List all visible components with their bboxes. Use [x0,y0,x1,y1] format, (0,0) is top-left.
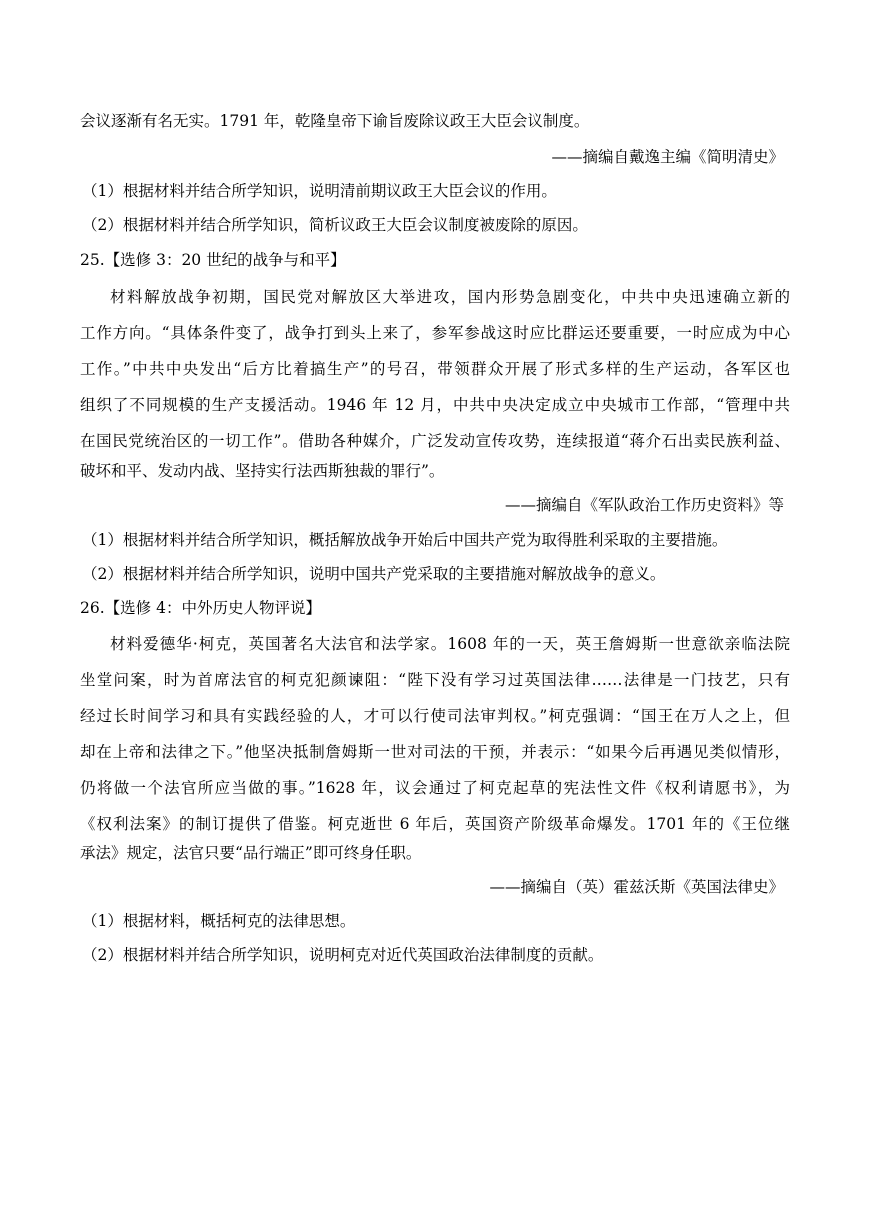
q26-subquestion-2: （2）根据材料并结合所学知识，说明柯克对近代英国政治法律制度的贡献。 [82,946,604,964]
q25-material-line: 在国民党统治区的一切工作”。借助各种媒介，广泛发动宣传攻势，连续报道“蒋介石出卖民族利益、 [80,432,790,450]
q24-source: ——摘编自戴逸主编《简明清史》 [551,148,784,166]
q26-material-line: 材料爱德华·柯克，英国著名大法官和法学家。1608 年的一天，英王詹姆斯一世意欲亲临法院 [110,635,790,653]
q26-material-line: 坐堂问案，时为首席法官的柯克犯颜谏阻：“陛下没有学习过英国法律……法律是一门技艺，只有 [80,671,790,689]
q25-heading: 25.【选修 3：20 世纪的战争与和平】 [80,251,346,269]
q24-material-tail: 会议逐渐有名无实。1791 年，乾隆皇帝下谕旨废除议政王大臣会议制度。 [80,112,590,130]
q26-material-line: 承法》规定，法官只要“品行端正”即可终身任职。 [80,844,422,862]
q26-material-line: 却在上帝和法律之下。”他坚决抵制詹姆斯一世对司法的干预，并表示：“如果今后再遇见类似情形， [80,743,790,761]
q25-material-line: 材料解放战争初期，国民党对解放区大举进攻，国内形势急剧变化，中共中央迅速确立新的 [110,288,790,306]
q26-heading: 26.【选修 4：中外历史人物评说】 [80,599,321,617]
q26-material-line: 仍将做一个法官所应当做的事。”1628 年，议会通过了柯克起草的宪法性文件《权利请愿书》，为 [80,779,790,797]
q24-subquestion-1: （1）根据材料并结合所学知识，说明清前期议政王大臣会议的作用。 [82,182,557,200]
q24-subquestion-2: （2）根据材料并结合所学知识，简析议政王大臣会议制度被废除的原因。 [82,216,588,234]
q25-subquestion-2: （2）根据材料并结合所学知识，说明中国共产党采取的主要措施对解放战争的意义。 [82,565,666,583]
q26-subquestion-1: （1）根据材料，概括柯克的法律思想。 [82,912,356,930]
q25-source: ——摘编自《军队政治工作历史资料》等 [504,496,784,514]
q26-source: ——摘编自（英）霍兹沃斯《英国法律史》 [489,878,784,896]
q25-subquestion-1: （1）根据材料并结合所学知识，概括解放战争开始后中国共产党为取得胜利采取的主要措施。 [82,531,728,549]
q26-material-line: 经过长时间学习和具有实践经验的人，才可以行使司法审判权。”柯克强调：“国王在万人之上，但 [80,707,790,725]
q25-material-line: 工作。”中共中央发出“后方比着搞生产”的号召，带领群众开展了形式多样的生产运动，各军区也 [80,360,790,378]
q26-material-line: 《权利法案》的制订提供了借鉴。柯克逝世 6 年后，英国资产阶级革命爆发。1701 年的《王位继 [80,815,790,833]
q25-material-line: 组织了不同规模的生产支援活动。1946 年 12 月，中共中央决定成立中央城市工作部，“管理中共 [80,396,790,414]
q25-material-line: 破坏和平、发动内战、坚持实行法西斯独裁的罪行”。 [80,462,445,480]
q25-material-line: 工作方向。“具体条件变了，战争打到头上来了，参军参战这时应比群运还要重要，一时应成为中心 [80,324,790,342]
